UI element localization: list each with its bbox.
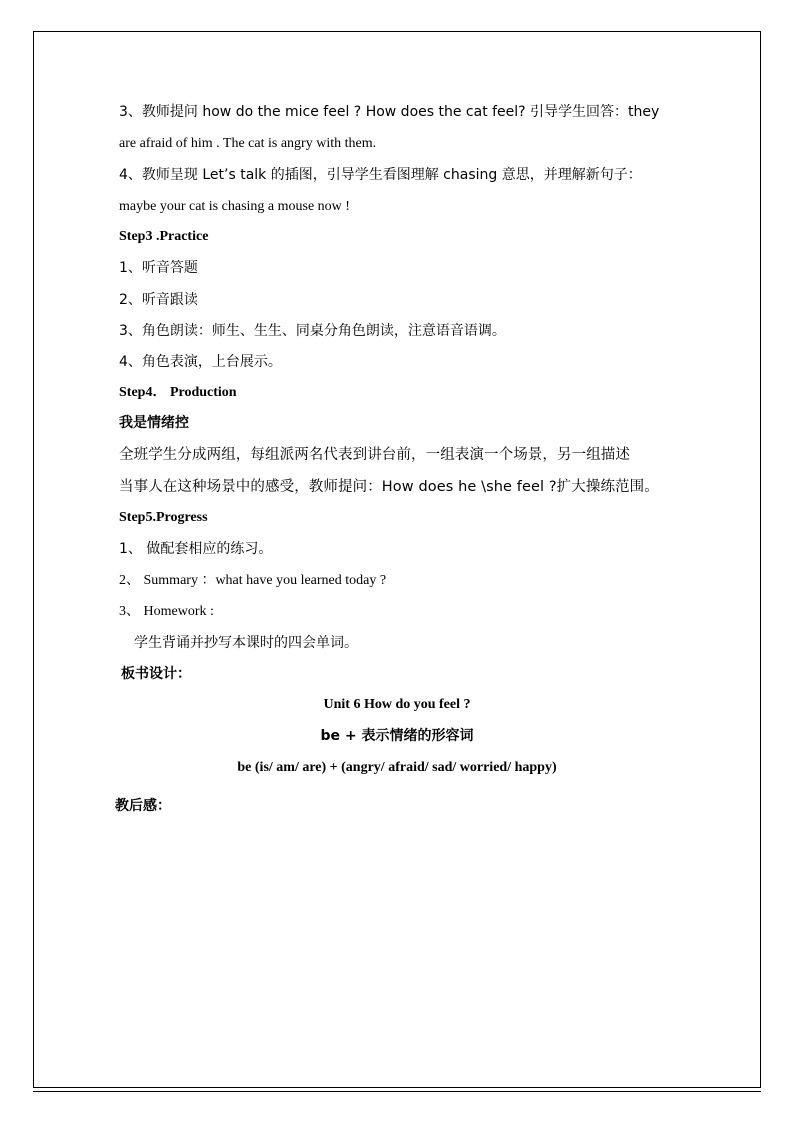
board-unit-title: Unit 6 How do you feel ?: [323, 697, 471, 712]
page-border-bottom: [33, 1091, 761, 1092]
step2-item3-line1: 3、教师提问 how do the mice feel ? How does the cat feel? 引导学生回答：they: [119, 104, 660, 120]
activity-title: 我是情绪控: [119, 415, 189, 431]
activity-desc-line1: 全班学生分成两组，每组派两名代表到讲台前，一组表演一个场景，另一组描述: [119, 447, 630, 463]
page-border: [33, 31, 761, 1088]
step3-item3: 3、角色朗读：师生、生生、同桌分角色朗读，注意语音语调。: [119, 323, 506, 339]
step2-item4-line1: 4、教师呈现 Let’s talk 的插图，引导学生看图理解 chasing 意思，并理解新句子：: [119, 167, 642, 183]
step3-heading: Step3 .Practice: [119, 229, 209, 244]
step3-item2: 2、听音跟读: [119, 292, 198, 308]
step3-item1: 1、听音答题: [119, 260, 198, 276]
step5-item1: 1、 做配套相应的练习。: [119, 541, 273, 557]
step5-item3: 3、 Homework :: [119, 604, 214, 619]
board-line2: be + 表示情绪的形容词: [320, 728, 474, 744]
step3-item4: 4、角色表演，上台展示。: [119, 354, 282, 370]
activity-desc-line2: 当事人在这种场景中的感受，教师提问：How does he \she feel ?扩大操练范围。: [119, 479, 659, 495]
reflection-label: 教后感：: [115, 798, 171, 814]
board-line3: be (is/ am/ are) + (angry/ afraid/ sad/ worried/ happy): [237, 760, 557, 775]
step2-item3-line2: are afraid of him . The cat is angry with them.: [119, 136, 377, 151]
step5-item2: 2、 Summary ：what have you learned today ?: [119, 573, 387, 588]
step5-heading: Step5.Progress: [119, 510, 208, 525]
step4-heading: Step4． Production: [119, 385, 237, 400]
board-design-label: 板书设计：: [121, 666, 191, 682]
step2-item4-line2: maybe your cat is chasing a mouse now !: [119, 199, 350, 214]
homework-detail: 学生背诵并抄写本课时的四会单词。: [134, 635, 358, 651]
